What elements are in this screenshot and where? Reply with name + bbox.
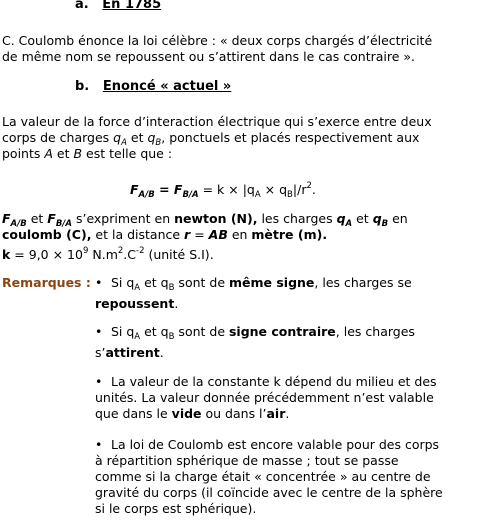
remarks-label: Remarques : xyxy=(2,275,91,290)
para-line-3: points A et B est telle que : xyxy=(2,146,173,161)
section-a-letter: a. xyxy=(75,0,89,12)
bullet-icon: • xyxy=(95,275,103,290)
intro-line-1: C. Coulomb énonce la loi célèbre : « deux corps chargés d’électricité xyxy=(2,33,433,48)
remark-3: • La valeur de la constante k dépend du milieu et des unités. La valeur donnée précédemment n’est valable que dans le vide ou dans l’air. xyxy=(95,374,437,421)
para-line-1: La valeur de la force d’interaction électrique qui s’exerce entre deux xyxy=(2,114,432,129)
section-b-title: Enoncé « actuel » xyxy=(102,79,232,94)
bullet-icon: • xyxy=(95,437,103,452)
units-line-1: $F_{A/B}$ et $F_{B/A}$ s’expriment en newton (N), les charges $q_A$ et $q_B$ en xyxy=(2,211,408,229)
units-line-3: $k = 9,0 \times 10^9$ $N.m^2.C^{-2}$ (unité S.I). xyxy=(2,246,214,262)
section-b-heading xyxy=(75,79,231,95)
bullet-icon: • xyxy=(95,374,103,389)
section-b-letter: b. xyxy=(75,79,90,94)
remark-2: • Si $q_A$ et $q_B$ sont de signe contraire, les charges s’attirent. xyxy=(95,324,415,360)
remark-4: • La loi de Coulomb est encore valable pour des corps à répartition sphérique de masse ; tout se passe comme si la charge était « concentrée » au centre de gravité du corps (il coïncide avec le centre de la sphère si le corps est sphérique). xyxy=(95,437,443,516)
coulomb-formula: $F_{A/B} = F_{B/A} = k \times |q_A \times q_B|/r^2$. xyxy=(130,181,316,200)
intro-line-2: de même nom se repoussent ou s’attirent dans le cas contraire ». xyxy=(2,49,416,64)
para-line-2: corps de charges $q_A$ et $q_B$, ponctuels et placés respectivement aux xyxy=(2,130,420,148)
bullet-icon: • xyxy=(95,324,103,339)
section-a-heading xyxy=(75,0,161,13)
remark-1: • Si $q_A$ et $q_B$ sont de même signe, les charges se repoussent. xyxy=(95,275,412,311)
section-a-title: En 1785 xyxy=(102,0,162,12)
units-line-2: coulomb (C), et la distance r = AB en mètre (m). xyxy=(2,227,328,242)
